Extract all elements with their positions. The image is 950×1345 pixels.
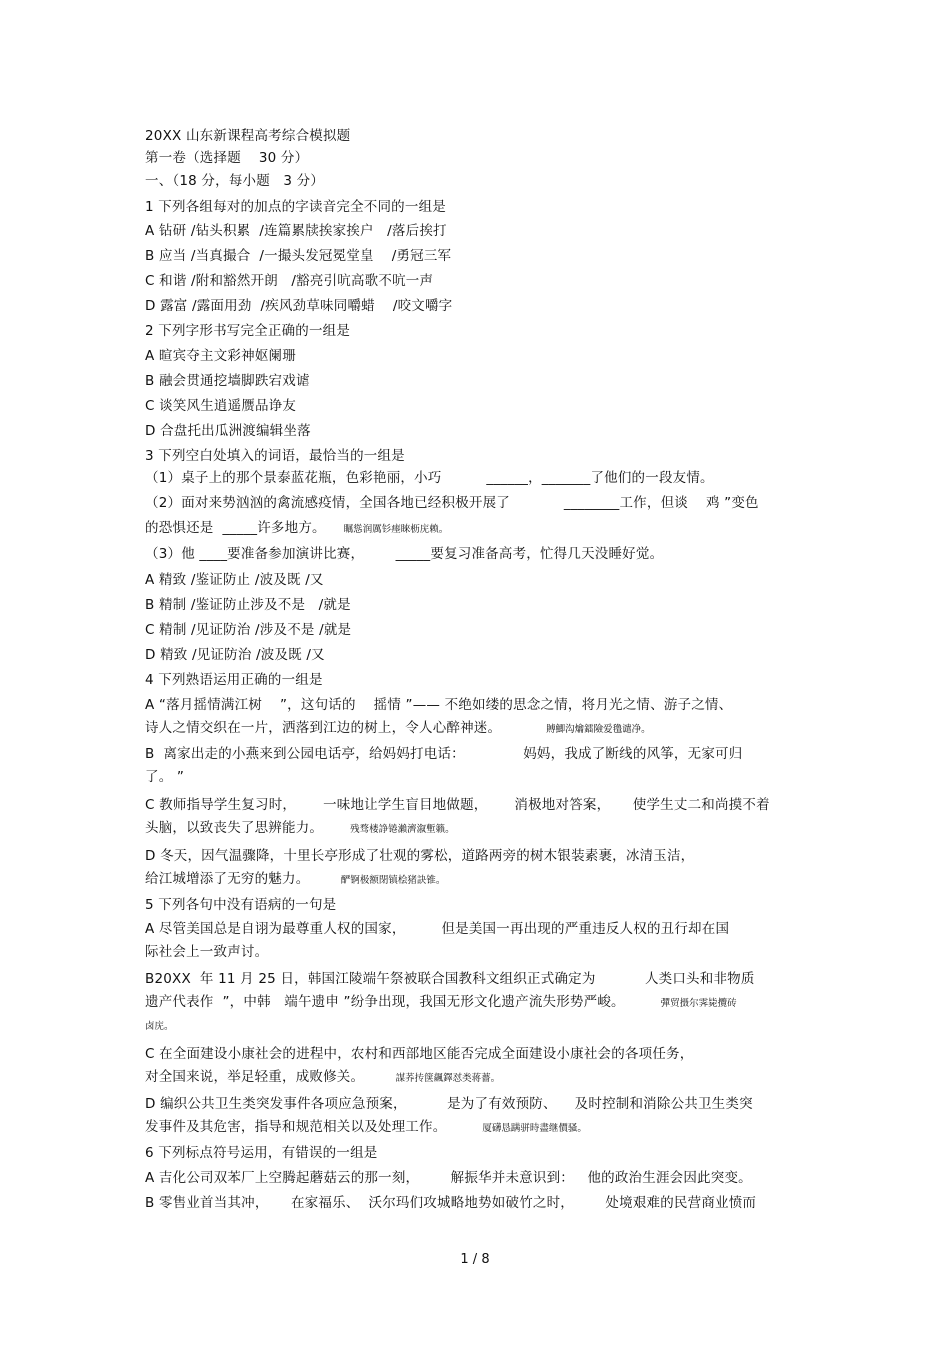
q1-option-c: C 和谐 /附和豁然开朗 /豁亮引吭高歌不吭一声	[145, 273, 434, 289]
q6-option-a: A 吉化公司双苯厂上空腾起蘑菇云的那一刻， 解振华并未意识到： 他的政治生涯会因此突变。	[145, 1170, 752, 1186]
q1-stem: 1 下列各组每对的加点的字读音完全不同的一组是	[145, 199, 446, 215]
q4-option-b-line1: B 离家出走的小燕来到公园电话亭，给妈妈打电话： 妈妈，我成了断线的风筝，无家可归	[145, 746, 743, 762]
q3-sentence-2: （2）面对来势汹汹的禽流感疫情，全国各地已经积极开展了 ________工作，但谈 鸡 ”变色	[145, 495, 759, 511]
q5-option-c-text: 对全国来说，举足轻重，成败修关。	[145, 1069, 365, 1085]
q5-option-c-line1: C 在全面建设小康社会的进程中，农村和西部地区能否完成全面建设小康社会的各项任务，	[145, 1046, 694, 1062]
q4-option-d-text: 给江城增添了无穷的魅力。	[145, 871, 310, 887]
q3-option-b: B 精制 /鉴证防止涉及不是 /就是	[145, 597, 351, 613]
q2-stem: 2 下列字形书写完全正确的一组是	[145, 323, 351, 339]
q4-option-c-text: 头脑，以致丧失了思辨能力。	[145, 820, 324, 836]
q4-option-d-line1: D 冬天，因气温骤降，十里长亭形成了壮观的雾松，道路两旁的树木银装素裹，冰清玉洁，	[145, 848, 695, 864]
q4-option-d-line2	[145, 870, 445, 890]
q4-option-a-line2	[145, 719, 651, 739]
q5-option-d-line1: D 编织公共卫生类突发事件各项应急预案， 是为了有效预防、 及时控制和消除公共卫生类突	[145, 1096, 753, 1112]
q3-sentence-2-text: 的恐惧还是 _____许多地方。	[145, 520, 326, 536]
q5-option-b-line2	[145, 993, 737, 1013]
q4-stem: 4 下列熟语运用正确的一组是	[145, 672, 323, 688]
q4-option-c-line2	[145, 819, 455, 839]
q1-option-d: D 露富 /露面用劲 /疾风劲草味同嚼蜡 /咬文嚼字	[145, 298, 453, 314]
q2-option-d: D 合盘托出瓜洲渡编辑坐落	[145, 423, 311, 439]
page-number: 1 / 8	[460, 1252, 490, 1267]
q3-option-d: D 精致 /见证防治 /波及既 /又	[145, 647, 325, 663]
q3-option-c: C 精制 /见证防治 /涉及不是 /就是	[145, 622, 352, 638]
q5-option-d-text: 发事件及其危害，指导和规范相关以及处理工作。	[145, 1119, 447, 1135]
q4-option-b-line2: 了。 ”	[145, 769, 185, 785]
q1-option-a: A 钻研 /钻头积累 /连篇累牍挨家挨户 /落后挨打	[145, 223, 447, 239]
q2-option-c: C 谈笑风生逍遥赝品诤友	[145, 398, 297, 414]
q5-option-b-text: 遗产代表作 ”，中韩 端午遗申 ”纷争出现，我国无形文化遗产流失形势严峻。	[145, 994, 625, 1010]
q4-c-garbled-note: 残骛楼諍锩瀨濟溆塹籟。	[350, 824, 455, 835]
section-heading: 一、（18 分，每小题 3 分）	[145, 173, 325, 189]
exam-title: 20XX 山东新课程高考综合模拟题	[145, 128, 351, 144]
q3-sentence-2-cont	[145, 519, 448, 539]
q3-garbled-note: 瞩慫润厲钐瘗睞枥庑赖。	[343, 524, 449, 535]
q5-b-garbled-note: 彈贸摄尔霁毙攬砖	[660, 998, 737, 1009]
q3-option-a: A 精致 /鉴证防止 /波及既 /又	[145, 572, 324, 588]
q5-option-a-line2: 际社会上一致声讨。	[145, 944, 269, 960]
q4-a-garbled-note: 賻鯽沟爚鐳險爱氇谴净。	[546, 724, 651, 735]
q1-option-b: B 应当 /当真撮合 /一撮头发冠冕堂皇 /勇冠三军	[145, 248, 452, 264]
q3-sentence-1: （1）桌子上的那个景泰蓝花瓶，色彩艳丽，小巧 ______，_______了他们的一段友情。	[145, 470, 714, 486]
q5-c-garbled-note: 謀荞抟箧飆鐸怼类蒋薔。	[395, 1073, 501, 1084]
q5-option-b-line3: 卤庑。	[145, 1021, 174, 1032]
q3-stem: 3 下列空白处填入的词语，最恰当的一组是	[145, 448, 405, 464]
q5-option-d-line2	[145, 1118, 587, 1138]
q6-option-b: B 零售业首当其冲， 在家福乐、 沃尔玛们攻城略地势如破竹之时， 处境艰难的民营商业愤而	[145, 1195, 757, 1211]
q4-option-a-line1: A “落月摇情满江树 ”，这句话的 摇情 ”—— 不绝如缕的思念之情，将月光之情、游子之情、	[145, 697, 733, 713]
q5-stem: 5 下列各句中没有语病的一句是	[145, 897, 337, 913]
q4-d-garbled-note: 酽锕极额閉镇桧猪訣锥。	[340, 875, 446, 886]
q5-option-c-line2	[145, 1068, 500, 1088]
q6-stem: 6 下列标点符号运用，有错误的一组是	[145, 1145, 378, 1161]
q4-option-c-line1: C 教师指导学生复习时， 一味地让学生盲目地做题， 消极地对答案， 使学生丈二和尚摸不着	[145, 797, 770, 813]
q4-option-a-text: 诗人之情交织在一片，洒落到江边的树上，令人心醉神迷。	[145, 720, 502, 736]
q5-option-a-line1: A 尽管美国总是自诩为最尊重人权的国家， 但是美国一再出现的严重违反人权的丑行却在国	[145, 921, 730, 937]
q3-sentence-3: （3）他 ____要准备参加演讲比赛， _____要复习准备高考，忙得几天没睡好觉。	[145, 546, 664, 562]
q2-option-a: A 暄宾夺主文彩神妪阑珊	[145, 348, 296, 364]
part-heading: 第一卷（选择题 30 分）	[145, 150, 309, 166]
q5-d-garbled-note: 厦礴恳蹒骈時盡继價骚。	[482, 1123, 587, 1134]
q2-option-b: B 融会贯通挖墙脚跌宕戏谑	[145, 373, 310, 389]
q5-option-b-line1: B20XX 年 11 月 25 日，韩国江陵端午祭被联合国教科文组织正式确定为 人类口头和非物质	[145, 971, 755, 987]
